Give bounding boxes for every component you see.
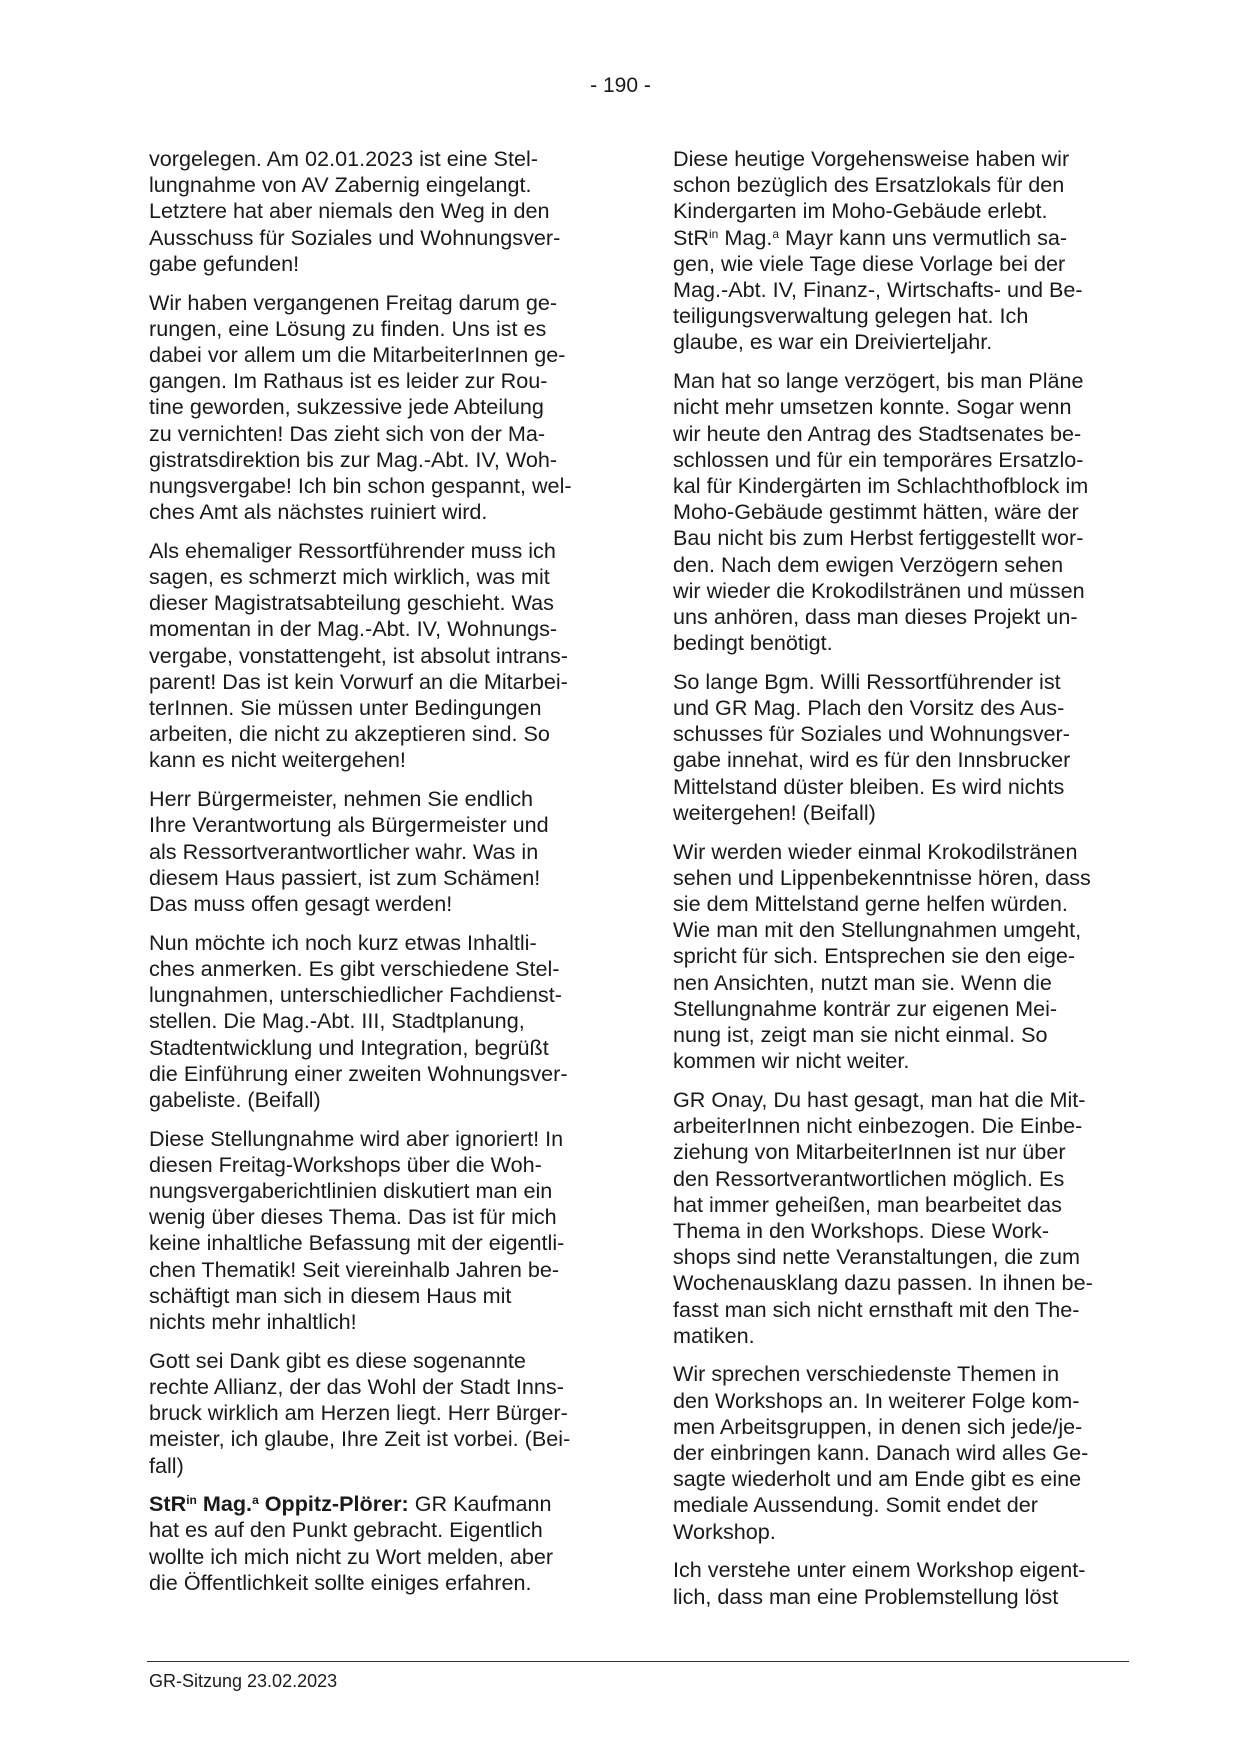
- text-line: Nun möchte ich noch kurz etwas Inhaltli-: [149, 929, 537, 955]
- text-line: hat immer geheißen, man bearbeitet das: [673, 1191, 1062, 1217]
- text-line: chen Thematik! Seit viereinhalb Jahren be-: [149, 1256, 560, 1282]
- text-line: StR$^{in}$ Mag.$^a$ Mayr kann uns vermutlich sa-: [673, 224, 1068, 250]
- text-line: Kindergarten im Moho-Gebäude erlebt.: [673, 198, 1048, 224]
- text-line: gangen. Im Rathaus ist es leider zur Rou-: [149, 368, 548, 394]
- text-line: Diese Stellungnahme wird aber ignoriert! In: [149, 1125, 564, 1151]
- text-line: spricht für sich. Entsprechen sie den eige-: [673, 943, 1076, 969]
- text-line: Als ehemaliger Ressortführender muss ich: [149, 537, 556, 563]
- text-line: vergabe, vonstattengeht, ist absolut intrans-: [149, 642, 568, 668]
- text-line: meister, ich glaube, Ihre Zeit ist vorbei. (Bei-: [149, 1426, 571, 1452]
- text-line: den Workshops an. In weiterer Folge kom-: [673, 1387, 1080, 1413]
- text-line: sie dem Mittelstand gerne helfen würden.: [673, 890, 1068, 916]
- text-line: Das muss offen gesagt werden!: [149, 890, 453, 916]
- text-line: terInnen. Sie müssen unter Bedingungen: [149, 695, 542, 721]
- left-column: [149, 146, 601, 1609]
- text-line: schlossen und für ein temporäres Ersatzlo-: [673, 446, 1084, 472]
- text-line: Stadtentwicklung und Integration, begrüßt: [149, 1034, 549, 1060]
- text-line: sagte wiederholt und am Ende gibt es eine: [673, 1466, 1082, 1492]
- text-line: Gott sei Dank gibt es diese sogenannte: [149, 1347, 526, 1373]
- text-line: weitergehen! (Beifall): [673, 799, 876, 825]
- text-line: Man hat so lange verzögert, bis man Pläne: [673, 368, 1084, 394]
- text-line: uns anhören, dass man dieses Projekt un-: [673, 603, 1078, 629]
- speaker-line: die Öffentlichkeit sollte einiges erfahren.: [149, 1569, 532, 1595]
- text-line: matiken.: [673, 1322, 755, 1348]
- text-line: gabe gefunden!: [149, 250, 300, 276]
- text-line: men Arbeitsgruppen, in denen sich jede/je-: [673, 1413, 1083, 1439]
- speaker-line: StR$^{in}$ Mag.$^a$ Oppitz-Plörer: GR Kaufmann: [149, 1491, 552, 1517]
- speaker-paragraph: [149, 1491, 601, 1596]
- text-line: dabei vor allem um die MitarbeiterInnen ge-: [149, 341, 566, 367]
- text-line: lich, dass man eine Problemstellung löst: [673, 1583, 1059, 1609]
- text-line: bruck wirklich am Herzen liegt. Herr Bürger-: [149, 1400, 568, 1426]
- text-line: gistratsdirektion bis zur Mag.-Abt. IV, Woh-: [149, 446, 558, 472]
- text-line: Herr Bürgermeister, nehmen Sie endlich: [149, 786, 534, 812]
- text-line: fall): [149, 1452, 184, 1478]
- text-line: lungnahme von AV Zabernig eingelangt.: [149, 172, 532, 198]
- text-line: lungnahmen, unterschiedlicher Fachdienst-: [149, 982, 562, 1008]
- text-line: stellen. Die Mag.-Abt. III, Stadtplanung,: [149, 1008, 525, 1034]
- text-line: als Ressortverantwortlicher wahr. Was in: [149, 838, 539, 864]
- text-line: Thema in den Workshops. Diese Work-: [673, 1217, 1050, 1243]
- text-line: den. Nach dem ewigen Verzögern sehen: [673, 551, 1064, 577]
- text-line: nen Ansichten, nutzt man sie. Wenn die: [673, 969, 1052, 995]
- paragraph: [673, 839, 1125, 1075]
- paragraph: [673, 1557, 1125, 1609]
- text-line: Ausschuss für Soziales und Wohnungsver-: [149, 224, 561, 250]
- paragraph: [149, 146, 601, 277]
- text-line: schäftigt man sich in diesem Haus mit: [149, 1282, 512, 1308]
- page-number: - 190 -: [590, 74, 651, 97]
- right-column: [673, 146, 1125, 1622]
- text-line: ches Amt als nächstes ruiniert wird.: [149, 499, 488, 525]
- text-line: diesen Freitag-Workshops über die Woh-: [149, 1151, 542, 1177]
- text-line: den Ressortverantwortlichen möglich. Es: [673, 1165, 1065, 1191]
- text-line: nichts mehr inhaltlich!: [149, 1309, 357, 1335]
- paragraph: [149, 1126, 601, 1336]
- text-line: wir heute den Antrag des Stadtsenates be-: [673, 420, 1082, 446]
- text-line: und GR Mag. Plach den Vorsitz des Aus-: [673, 695, 1065, 721]
- text-line: Ich verstehe unter einem Workshop eigent-: [673, 1557, 1086, 1583]
- text-line: die Einführung einer zweiten Wohnungsver-: [149, 1060, 568, 1086]
- text-line: fasst man sich nicht ernsthaft mit den The-: [673, 1296, 1080, 1322]
- text-line: shops sind nette Veranstaltungen, die zum: [673, 1244, 1080, 1270]
- text-line: nungsvergaberichtlinien diskutiert man ein: [149, 1178, 553, 1204]
- text-line: teiligungsverwaltung gelegen hat. Ich: [673, 303, 1029, 329]
- speaker-name: StR$^{in}$ Mag.$^a$ Oppitz-Plörer:: [149, 1491, 409, 1517]
- text-line: tine geworden, sukzessive jede Abteilung: [149, 394, 544, 420]
- text-line: kal für Kindergärten im Schlachthofblock im: [673, 472, 1089, 498]
- paragraph: [673, 368, 1125, 656]
- text-line: Stellungnahme konträr zur eigenen Mei-: [673, 995, 1058, 1021]
- text-line: bedingt benötigt.: [673, 630, 833, 656]
- text-line: Letztere hat aber niemals den Weg in den: [149, 198, 550, 224]
- text-line: arbeiterInnen nicht einbezogen. Die Einbe-: [673, 1113, 1083, 1139]
- text-line: der einbringen kann. Danach wird alles Ge-: [673, 1440, 1089, 1466]
- text-line: Wochenausklang dazu passen. In ihnen be-: [673, 1270, 1093, 1296]
- footer-text: GR-Sitzung 23.02.2023: [149, 1671, 338, 1691]
- text-line: kann es nicht weitergehen!: [149, 747, 406, 773]
- paragraph: [673, 669, 1125, 826]
- text-line: sehen und Lippenbekenntnisse hören, dass: [673, 864, 1091, 890]
- text-line: nung ist, zeigt man sie nicht einmal. So: [673, 1022, 1048, 1047]
- text-line: schusses für Soziales und Wohnungsver-: [673, 721, 1070, 747]
- text-line: Wir haben vergangenen Freitag darum ge-: [149, 289, 558, 315]
- text-line: arbeiten, die nicht zu akzeptieren sind. So: [149, 721, 550, 747]
- text-line: nicht mehr umsetzen konnte. Sogar wenn: [673, 394, 1072, 420]
- text-line: parent! Das ist kein Vorwurf an die Mitarbei-: [149, 668, 568, 694]
- text-line: ches anmerken. Es gibt verschiedene Stel-: [149, 955, 560, 981]
- text-line: wenig über dieses Thema. Das ist für mich: [149, 1204, 557, 1230]
- text-line: vorgelegen. Am 02.01.2023 ist eine Stel-: [149, 146, 538, 171]
- text-line: Wie man mit den Stellungnahmen umgeht,: [673, 917, 1082, 943]
- text-line: ziehung von MitarbeiterInnen ist nur über: [673, 1139, 1066, 1165]
- text-line: Mag.-Abt. IV, Finanz-, Wirtschafts- und Be-: [673, 277, 1083, 303]
- footer-rule: [147, 1661, 1129, 1662]
- text-line: Wir sprechen verschiedenste Themen in: [673, 1361, 1060, 1387]
- text-line: keine inhaltliche Befassung mit der eigentli-: [149, 1230, 565, 1256]
- paragraph: [149, 1348, 601, 1479]
- text-line: sagen, es schmerzt mich wirklich, was mit: [149, 564, 550, 590]
- text-line: wir wieder die Krokodilstränen und müssen: [673, 577, 1085, 603]
- text-line: Wir werden wieder einmal Krokodilstränen: [673, 838, 1078, 864]
- paragraph: [673, 1087, 1125, 1349]
- paragraph: [673, 1361, 1125, 1544]
- speaker-line: wollte ich mich nicht zu Wort melden, aber: [149, 1543, 554, 1569]
- text-line: zu vernichten! Das zieht sich von der Ma-: [149, 420, 546, 446]
- text-line: gen, wie viele Tage diese Vorlage bei der: [673, 250, 1066, 276]
- text-line: gabeliste. (Beifall): [149, 1086, 321, 1112]
- paragraph: [673, 146, 1125, 356]
- text-line: Diese heutige Vorgehensweise haben wir: [673, 146, 1070, 171]
- text-line: Workshop.: [673, 1518, 776, 1544]
- text-line: rechte Allianz, der das Wohl der Stadt Inns-: [149, 1373, 564, 1399]
- text-line: glaube, es war ein Dreivierteljahr.: [673, 329, 993, 355]
- text-line: gabe innehat, wird es für den Innsbrucker: [673, 747, 1071, 773]
- text-line: kommen wir nicht weiter.: [673, 1048, 910, 1074]
- text-line: mediale Aussendung. Somit endet der: [673, 1492, 1038, 1518]
- paragraph: [149, 538, 601, 774]
- paragraph: [149, 930, 601, 1113]
- speaker-line: hat es auf den Punkt gebracht. Eigentlich: [149, 1517, 543, 1543]
- text-line: rungen, eine Lösung zu finden. Uns ist es: [149, 315, 547, 341]
- text-line: Ihre Verantwortung als Bürgermeister und: [149, 812, 549, 838]
- paragraph: [149, 290, 601, 526]
- text-line: Moho-Gebäude gestimmt hätten, wäre der: [673, 499, 1079, 525]
- text-line: So lange Bgm. Willi Ressortführender ist: [673, 668, 1061, 694]
- text-line: dieser Magistratsabteilung geschieht. Was: [149, 590, 554, 616]
- text-line: GR Onay, Du hast gesagt, man hat die Mit-: [673, 1086, 1086, 1112]
- text-line: nungsvergabe! Ich bin schon gespannt, wel-: [149, 472, 572, 498]
- text-line: Bau nicht bis zum Herbst fertiggestellt wor-: [673, 525, 1084, 551]
- text-line: Mittelstand düster bleiben. Es wird nichts: [673, 773, 1065, 799]
- text-line: schon bezüglich des Ersatzlokals für den: [673, 172, 1065, 198]
- paragraph: [149, 786, 601, 917]
- text-line: diesem Haus passiert, ist zum Schämen!: [149, 864, 541, 890]
- text-line: momentan in der Mag.-Abt. IV, Wohnungs-: [149, 616, 558, 642]
